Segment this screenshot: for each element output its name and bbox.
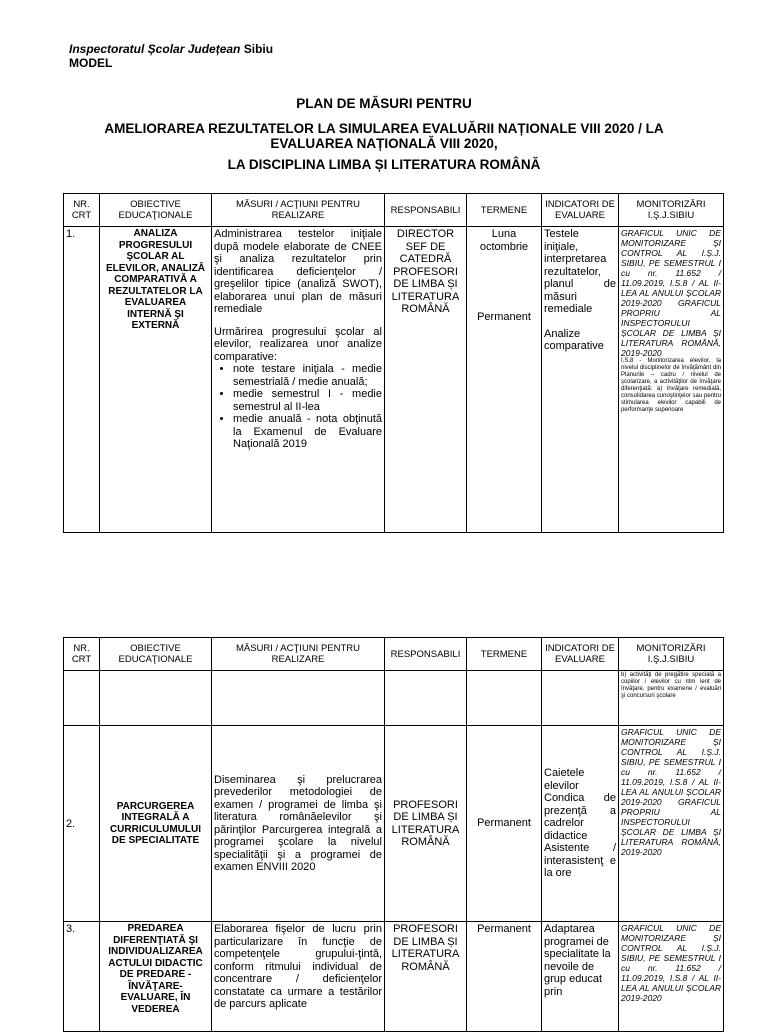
table-header-row bbox=[64, 194, 724, 227]
table-header-row bbox=[64, 638, 724, 671]
deadline-cell: Permanent bbox=[467, 922, 542, 1032]
measures-cell bbox=[212, 227, 385, 533]
row-number: 1. bbox=[64, 227, 100, 533]
col-header-indicatori: INDICATORI DE EVALUARE bbox=[542, 638, 619, 671]
monitoring-cell: GRAFICUL UNIC DE MONITORIZARE ȘI CONTROL AL I.Ș.J. SIBIU, PE SEMESTRUL I cu nr. 11.652 / 11.09.2019, I.S.8 / AL II-LEA AL ANULUI ȘCOLAR 2019-2020 GRAFICUL PROPRIU AL INSPECTORULUI ȘCOLAR DE LIMBA ȘI LITERATURA ROMÂNĂ, 2019-2020 bbox=[619, 726, 724, 922]
indicator-cell bbox=[542, 227, 619, 533]
col-header-monitorizari: MONITORIZĂRI I.Ş.J.SIBIU bbox=[619, 194, 724, 227]
monitoring-cell: GRAFICUL UNIC DE MONITORIZARE ȘI CONTROL AL I.Ș.J. SIBIU, PE SEMESTRUL I cu nr. 11.652 / 11.09.2019, I.S.8 / AL II-LEA AL ANULUI ȘCOLAR 2019-2020 bbox=[619, 922, 724, 1032]
col-header-obiective: OBIECTIVE EDUCAŢIONALE bbox=[100, 194, 212, 227]
col-header-termene: TERMENE bbox=[467, 194, 542, 227]
institution-city: Sibiu bbox=[243, 42, 274, 56]
measures-table-page-1 bbox=[63, 193, 724, 533]
responsible-cell: PROFESORI DE LIMBA ȘI LITERATURA ROMÂNĂ bbox=[385, 726, 467, 922]
deadline-text: Luna octombrie bbox=[479, 228, 529, 253]
indicator-text: Testele iniţiale, interpretarea rezultatelor, planul de măsuri remediale bbox=[544, 228, 616, 315]
indicator-cell: Caietele elevilor Condica de prezenţă a cadrelor didactice Asistente / interasistenţ e la ore bbox=[542, 726, 619, 922]
table-row bbox=[64, 227, 724, 533]
monitoring-note: I.S.8 - Monitorizarea elevilor, la nivelul disciplinelor de învăţământ din Planurile – cadru / nivelul de şcolarizare, a activităţilor de învăţare diferenţiată: a) învăţare remedială, consolidarea cunoştinţelor sau pentru stimularea elevilor capabili de performanţe superioare bbox=[621, 358, 721, 413]
indicator-cell: Adaptarea programei de specialitate la nevoile de grup educat prin bbox=[542, 922, 619, 1032]
measure-text: Administrarea testelor iniţiale după modele elaborate de CNEE şi analiza rezultatelor prin identificarea deficienţelor / greşelilor tipice (analiză SWOT), elaborarea unui plan de măsuri remediale bbox=[214, 228, 382, 315]
document-titles bbox=[0, 96, 768, 174]
title-line-1: PLAN DE MĂSURI PENTRU bbox=[296, 96, 472, 111]
deadline-cell: Permanent bbox=[467, 726, 542, 922]
title-line-3: LA DISCIPLINA LIMBA ȘI LITERATURA ROMÂNĂ bbox=[227, 157, 541, 172]
monitoring-note: b) activităţi de pregătire specială a copiilor / elevilor cu ritm lent de învăţare, pentru examene / evaluări şi concursuri şcolare bbox=[621, 672, 721, 699]
table-row bbox=[64, 726, 724, 922]
col-header-masuri: MĂSURI / ACŢIUNI PENTRU REALIZARE bbox=[212, 638, 385, 671]
col-header-responsabili: RESPONSABILI bbox=[385, 194, 467, 227]
list-item: • medie semestrul I - medie semestrul al II-lea bbox=[233, 388, 382, 413]
col-header-indicatori: INDICATORI DE EVALUARE bbox=[542, 194, 619, 227]
measures-table-page-2 bbox=[63, 637, 724, 1032]
monitoring-cell bbox=[619, 227, 724, 533]
monitoring-cell bbox=[619, 671, 724, 726]
list-item: • note testare iniţiala - medie semestrială / medie anuală; bbox=[233, 363, 382, 388]
col-header-nr: NR. CRT bbox=[64, 638, 100, 671]
table-row bbox=[64, 922, 724, 1032]
table-row-continuation bbox=[64, 671, 724, 726]
document-header bbox=[69, 42, 273, 70]
objective-cell: PREDAREA DIFERENŢIATĂ ŞI INDIVIDUALIZAREA ACTULUI DIDACTIC DE PREDARE - ÎNVĂŢARE-EVALUARE, ÎN VEDEREA bbox=[100, 922, 212, 1032]
objective-cell: PARCURGEREA INTEGRALĂ A CURRICULUMULUI DE SPECIALITATE bbox=[100, 726, 212, 922]
comparison-list bbox=[214, 363, 382, 451]
title-line-2: AMELIORAREA REZULTATELOR LA SIMULAREA EVALUĂRII NAȚIONALE VIII 2020 / LA EVALUAREA NAȚIONALĂ VIII 2020, bbox=[104, 121, 664, 151]
model-label: MODEL bbox=[69, 56, 113, 70]
measures-cell: Diseminarea şi prelucrarea prevederilor metodologiei de examen / programei de limba şi literatura românăelevilor şi părinţilor Parcurgerea integrală a programei şcolare la nivelul specialităţii şi a programei de examen ENVIII 2020 bbox=[212, 726, 385, 922]
measures-cell: Elaborarea fişelor de lucru prin particularizare în funcţie de competenţele grupului-ţintă, conform ritmului individual de concentrare / deficienţelor constatate ca urmare a testărilor de parcurs aplicate bbox=[212, 922, 385, 1032]
measure-text: Urmărirea progresului şcolar al elevilor, realizarea unor analize comparative: bbox=[214, 325, 382, 363]
responsible-cell: DIRECTOR SEF DE CATEDRĂ PROFESORI DE LIMBA ȘI LITERATURA ROMÂNĂ bbox=[385, 227, 467, 533]
col-header-nr: NR. CRT bbox=[64, 194, 100, 227]
row-number: 3. bbox=[64, 922, 100, 1032]
col-header-obiective: OBIECTIVE EDUCAŢIONALE bbox=[100, 638, 212, 671]
col-header-responsabili: RESPONSABILI bbox=[385, 638, 467, 671]
deadline-cell bbox=[467, 227, 542, 533]
col-header-masuri: MĂSURI / ACŢIUNI PENTRU REALIZARE bbox=[212, 194, 385, 227]
responsible-cell: PROFESORI DE LIMBA ȘI LITERATURA ROMÂNĂ bbox=[385, 922, 467, 1032]
row-number: 2. bbox=[64, 726, 100, 922]
list-item: • medie anuală - nota obţinută la Examenul de Evaluare Naţională 2019 bbox=[233, 413, 382, 451]
institution-name: Inspectoratul Școlar Județean bbox=[69, 42, 241, 56]
col-header-termene: TERMENE bbox=[467, 638, 542, 671]
monitoring-text: GRAFICUL UNIC DE MONITORIZARE ȘI CONTROL AL I.Ș.J. SIBIU, PE SEMESTRUL I cu nr. 11.652 / 11.09.2019, I.S.8 / AL II-LEA AL ANULUI ȘCOLAR 2019-2020 GRAFICUL PROPRIU AL INSPECTORULUI ȘCOLAR DE LIMBA ȘI LITERATURA ROMÂNĂ, 2019-2020 bbox=[621, 228, 721, 358]
col-header-monitorizari: MONITORIZĂRI I.Ş.J.SIBIU bbox=[619, 638, 724, 671]
objective-cell: ANALIZA PROGRESULUI ŞCOLAR AL ELEVILOR, ANALIZĂ COMPARATIVĂ A REZULTATELOR LA EVALUAREA INTERNĂ ŞI EXTERNĂ bbox=[100, 227, 212, 533]
deadline-text: Permanent bbox=[477, 311, 531, 323]
indicator-text: Analize comparative bbox=[544, 327, 604, 352]
